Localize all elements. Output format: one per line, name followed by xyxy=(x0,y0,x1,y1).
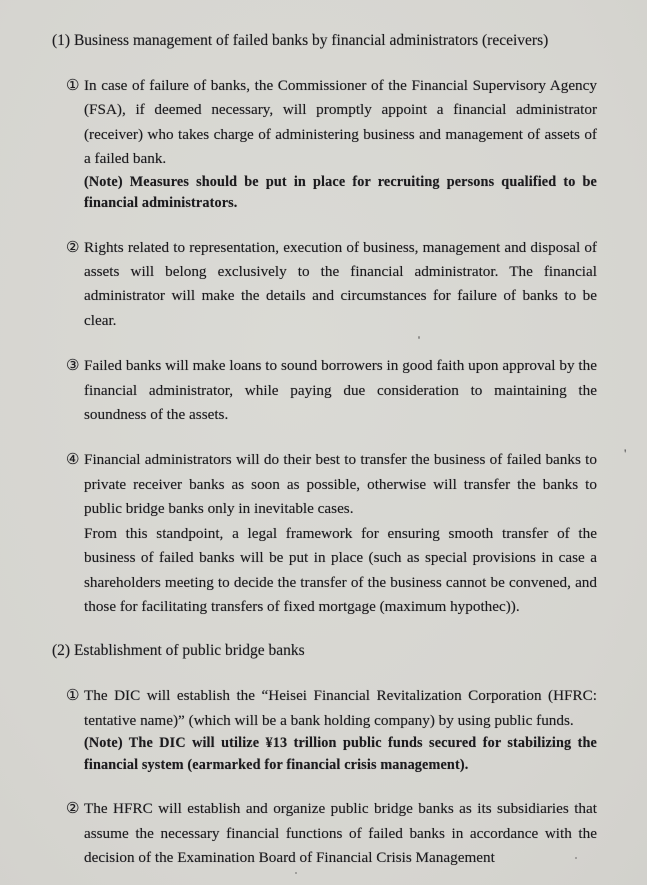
paragraph: Rights related to representation, execution of business, management and disposal of assets will belong exclusively to the financial administrator. The financial administrator will make the details and circumstances for failure of banks to be clear. xyxy=(84,238,597,329)
list-item-1-3 xyxy=(52,354,597,427)
scan-artifact-mark: ' xyxy=(624,446,627,461)
scan-speck xyxy=(575,857,577,859)
list-item-1-4 xyxy=(52,448,597,619)
circled-number-4-icon: ④ xyxy=(66,452,80,469)
list-item-2-1 xyxy=(52,684,597,776)
list-item-2-2 xyxy=(52,797,597,870)
paragraph: Financial administrators will do their best to transfer the business of failed banks to private receiver banks as soon as possible, otherwise will transfer the banks to public bridge banks only in inevitable cases. xyxy=(84,451,597,518)
list-item-1-4-body xyxy=(84,448,597,619)
paragraph: Failed banks will make loans to sound borrowers in good faith upon approval by the financial administrator, while paying due consideration to maintaining the soundness of the assets. xyxy=(84,357,597,424)
note-text: (Note) Measures should be put in place for recruiting persons qualified to be financial administrators. xyxy=(84,173,597,212)
list-item-1-1 xyxy=(52,74,597,215)
scan-speck xyxy=(295,872,297,874)
section-1-heading: (1) Business management of failed banks by financial administrators (receivers) xyxy=(52,32,549,49)
paragraph: The HFRC will establish and organize public bridge banks as its subsidiaries that assume the necessary financial functions of failed banks in accordance with the decision of the Examination Board of Financial Crisis Management xyxy=(84,800,597,866)
paragraph: From this standpoint, a legal framework for ensuring smooth transfer of the business of failed banks will be put in place (such as special provisions in case a shareholders meeting to decide the transfer of the business cannot be convened, and those for facilitating transfers of fixed mortgage (maximum hypothec)). xyxy=(84,524,597,615)
list-item-1-2-body xyxy=(84,236,597,334)
list-item-1-2 xyxy=(52,236,597,334)
list-item-1-3-body xyxy=(84,354,597,427)
list-item-2-2-body xyxy=(84,797,597,870)
circled-number-3-icon: ③ xyxy=(66,358,80,375)
circled-number-2-icon: ② xyxy=(66,239,80,256)
circled-number-1-icon: ① xyxy=(66,688,80,705)
circled-number-1-icon: ① xyxy=(66,78,80,94)
scan-speck xyxy=(418,336,420,339)
circled-number-2-icon: ② xyxy=(66,801,80,818)
paragraph: The DIC will establish the “Heisei Financial Revitalization Corporation (HFRC: tentative name)” (which will be a bank holding company) by using public funds. xyxy=(84,687,597,729)
section-2-heading: (2) Establishment of public bridge banks xyxy=(52,642,305,660)
section-public-bridge-banks xyxy=(52,640,597,870)
list-item-1-1-body xyxy=(84,74,597,215)
paragraph: In case of failure of banks, the Commissioner of the Financial Supervisory Agency (FSA), if deemed necessary, will promptly appoint a financial administrator (receiver) who takes charge of administering business and management of assets of a failed bank. xyxy=(84,77,597,168)
note-text: (Note) The DIC will utilize ¥13 trillion public funds secured for stabilizing the financial system (earmarked for financial crisis management). xyxy=(84,735,597,773)
list-item-2-1-body xyxy=(84,684,597,776)
section-failed-bank-management xyxy=(52,30,597,619)
